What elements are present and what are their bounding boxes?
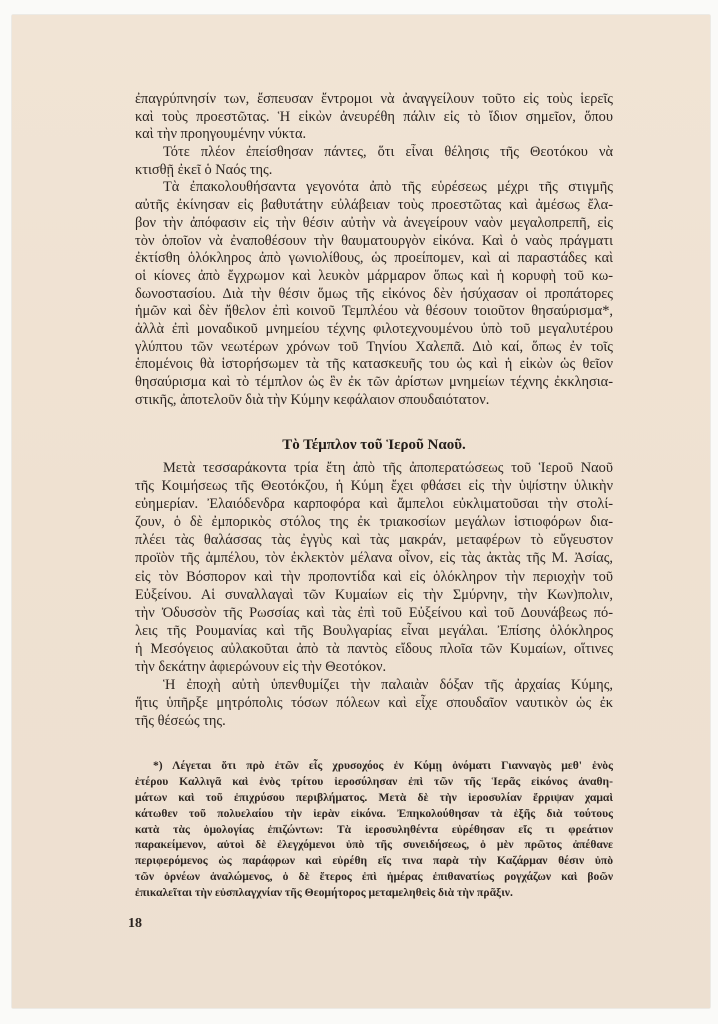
paragraph <box>135 144 613 179</box>
text-line: ζουν, ὁ δὲ ἐμπορικὸς στόλος της ἐκ τριακοσίων μεγάλων ἱστιοφόρων δια- <box>135 514 613 531</box>
text-line: τῆς Κοιμήσεως τῆς Θεοτόκζου, ἡ Κύμη ἔχει φθάσει εἰς τὴν ὑψίστην ὑλικὴν <box>135 478 613 495</box>
text-line: ἐκτίσθη ὁλόκληρος ἀπὸ γωνιολίθους, ὡς προείπομεν, καὶ αἱ παραστάδες καὶ <box>135 250 613 267</box>
paragraph <box>135 179 613 409</box>
text-line: Τὰ ἐπακολουθήσαντα γεγονότα ἀπὸ τῆς εὑρέσεως μέχρι τῆς στιγμῆς <box>163 179 613 196</box>
text-line: κάτωθεν τοῦ πολυελαίου τὴν ἱερὰν εἰκόνα. Ἐπηκολούθησαν τὰ ἑξῆς διὰ τούτους <box>135 806 613 820</box>
text-line: ἐπαγρύπνησίν των, ἔσπευσαν ἔντρομοι νὰ ἀναγγείλουν τοῦτο εἰς τοὺς ἱερεῖς <box>135 91 613 107</box>
text-line: *) Λέγεται ὅτι πρὸ ἐτῶν εἷς χρυσοχόος ἐν Κύμῃ ὀνόματι Γιανναγὸς μεθ' ἑνὸς <box>153 759 613 772</box>
paragraph <box>135 676 613 730</box>
text-line: Εὐξείνου. Αἱ συναλλαγαὶ τῶν Κυμαίων εἰς τὴν Σμύρνην, τὴν Κων)πολιν, <box>135 586 613 603</box>
text-line: τῶν ὀρνέων ἀναλώμενος, ὁ δὲ ἕτερος ἐπὶ ἡμέρας ἐπιθανατίως ρογχάζων καὶ βοῶν <box>135 870 613 884</box>
text-line: προϊὸν τῆς ἀμπέλου, τὸν ἐκλεκτὸν μέλανα οἶνον, εἰς τὰς ἀκτὰς τῆς Μ. Ἀσίας, <box>135 550 613 567</box>
text-line: στικῆς, ἀποτελοῦν διὰ τὴν Κύμην κεφάλαιον σπουδαιότατον. <box>135 391 490 408</box>
text-line: ἡ Μεσόγειος αὐλακοῦται ἀπὸ τὰ παντὸς εἴδους πλοῖα τῶν Κυμαίων, οἵτινες <box>135 640 613 657</box>
text-line: βον τὴν ἀπόφασιν εἰς τὴν θέσιν αὐτὴν νὰ ἀνεγείρουν ναὸν μεγαλοπρεπῆ, εἰς <box>135 214 613 231</box>
text-line: κατὰ τὰς ὁμολογίας ἐπιζώντων: Τὰ ἱεροσυληθέντα εὑρέθησαν εἴς τι φρεάτιον <box>135 822 613 836</box>
text-line: παρακείμενον, αὐτοὶ δὲ ἐλεγχόμενοι ὑπὸ τῆς συνειδήσεως, ὁ μὲν πρῶτος ἀπέθανε <box>135 838 613 852</box>
text-line: γλύπτου τῶν νεωτέρων χρόνων τοῦ Τηνίου Χαλεπᾶ. Διὸ καί, ὅπως ἐν τοῖς <box>135 338 613 355</box>
text-line: τὴν δεκάτην ἀφιερώνουν εἰς τὴν Θεοτόκον. <box>135 659 387 676</box>
paragraph <box>135 758 613 901</box>
text-line: ἑτέρου Καλλιγᾶ καὶ ἑνὸς τρίτου ἱεροσύλησαν ἐπὶ τῶν τῆς Ἱερᾶς εἰκόνος ἀναθη- <box>135 774 613 788</box>
text-line: λεις τῆς Ρουμανίας καὶ τῆς Βουλγαρίας εἶναι μεγάλαι. Ἐπίσης ὁλόκληρος <box>135 622 613 639</box>
text-line: κτισθῇ ἐκεῖ ὁ Ναός της. <box>135 161 273 178</box>
text-line: δωνοστασίου. Διὰ τὴν θέσιν ὅμως τῆς εἰκόνος δὲν ἡσύχασαν οἱ προπάτορες <box>135 285 613 302</box>
paragraph <box>135 459 613 676</box>
text-line: τὴν Ὀδυσσὸν τῆς Ρωσσίας καὶ τὰς ἐπὶ τοῦ Εὐξείνου καὶ τοῦ Δουνάβεως πό- <box>135 604 613 621</box>
text-line: ἐπικαλεῖται τὴν εὐσπλαγχνίαν τῆς Θεομήτορος μεταμεληθεὶς διὰ τὴν πρᾶξιν. <box>135 886 513 900</box>
text-line: ἑπομένοις θὰ ἱστορήσωμεν τὰ τῆς κατασκευῆς του ὡς καὶ ἡ εἰκὼν ὡς θεῖον <box>135 356 613 373</box>
text-line: Τότε πλέον ἐπείσθησαν πάντες, ὅτι εἶναι θέλησις τῆς Θεοτόκου νὰ <box>163 144 613 161</box>
text-line: μάτων καὶ τοῦ ἐπιχρύσου περιβλήματος. Μετὰ δὲ τὴν ἱεροσυλίαν ἔρριψαν χαμαὶ <box>135 790 613 804</box>
text-line: ἥτις ὑπῆρξε μητρόπολις τόσων πόλεων καὶ εἶχε σπουδαῖον ναυτικὸν ὡς ἐκ <box>135 695 613 712</box>
text-line: πλέει τὰς θαλάσσας τὰς ἐγγὺς καὶ τὰς μακράν, μεταφέρων τὸ εὔγευστον <box>135 532 613 549</box>
text-line: τῆς θέσεώς της. <box>135 713 226 730</box>
paragraph <box>135 91 613 144</box>
body-text-bottom <box>135 459 613 730</box>
page-number: 18 <box>128 916 142 931</box>
text-line: περιφερόμενος ὡς παράφρων καὶ εὑρέθη εἴς τινα παρὰ τὴν Καζάρμαν θέσιν ὑπὸ <box>135 854 613 868</box>
text-line: οἱ κίονες ἀπὸ ἔγχρωμον καὶ λευκὸν μάρμαρον ὅπως καὶ ἡ κορυφὴ τοῦ κω- <box>135 267 613 284</box>
text-line: αὐτῆς ἐκίνησαν εἰς βαθυτάτην εὐλάβειαν τοὺς προεστῶτας καὶ ἀμέσως ἔλα- <box>135 197 613 214</box>
footnote <box>135 758 613 901</box>
text-line: τὸν ὁποῖον νὰ ἐναποθέσουν τὴν θαυματουργὸν εἰκόνα. Καὶ ὁ ναὸς πράγματι <box>135 232 613 249</box>
text-line: εὐημερίαν. Ἐλαιόδενδρα καρποφόρα καὶ ἄμπελοι εὐκλιματοῦσαι τὴν στολί- <box>135 496 613 513</box>
section-heading: Τὸ Τέμπλον τοῦ Ἱεροῦ Ναοῦ. <box>282 437 466 453</box>
body-text-top <box>135 91 613 409</box>
text-line: ἡμῶν καὶ δὲν ἤθελον ἐπὶ κοινοῦ Τεμπλέου νὰ θέσουν τοιοῦτον θησαύρισμα*, <box>135 303 613 320</box>
text-line: καὶ τοὺς προεστῶτας. Ἡ εἰκὼν ἀνευρέθη πάλιν εἰς τὸ ἴδιον σημεῖον, ὅπου <box>135 108 613 125</box>
text-line: καὶ τὴν προηγουμένην νύκτα. <box>135 126 307 143</box>
text-line: Μετὰ τεσσαράκοντα τρία ἔτη ἀπὸ τῆς ἀποπερατώσεως τοῦ Ἱεροῦ Ναοῦ <box>163 460 613 476</box>
text-line: εἰς τὸν Βόσπορον καὶ τὴν προποντίδα καὶ εἰς ὁλόκληρον τὴν περιοχὴν τοῦ <box>135 568 613 585</box>
text-line: ἀλλὰ ἐπὶ μοναδικοῦ μνημείου τέχνης φιλοτεχνουμένου ὑπὸ τοῦ μεγαλυτέρου <box>135 320 613 337</box>
text-line: Ἡ ἐποχὴ αὐτὴ ὑπενθυμίζει τὴν παλαιὰν δόξαν τῆς ἀρχαίας Κύμης, <box>163 677 613 694</box>
text-line: θησαύρισμα καὶ τὸ τέμπλον ὡς ἓν ἐκ τῶν ἀρίστων μνημείων τέχνης ἐκκλησια- <box>135 374 613 390</box>
